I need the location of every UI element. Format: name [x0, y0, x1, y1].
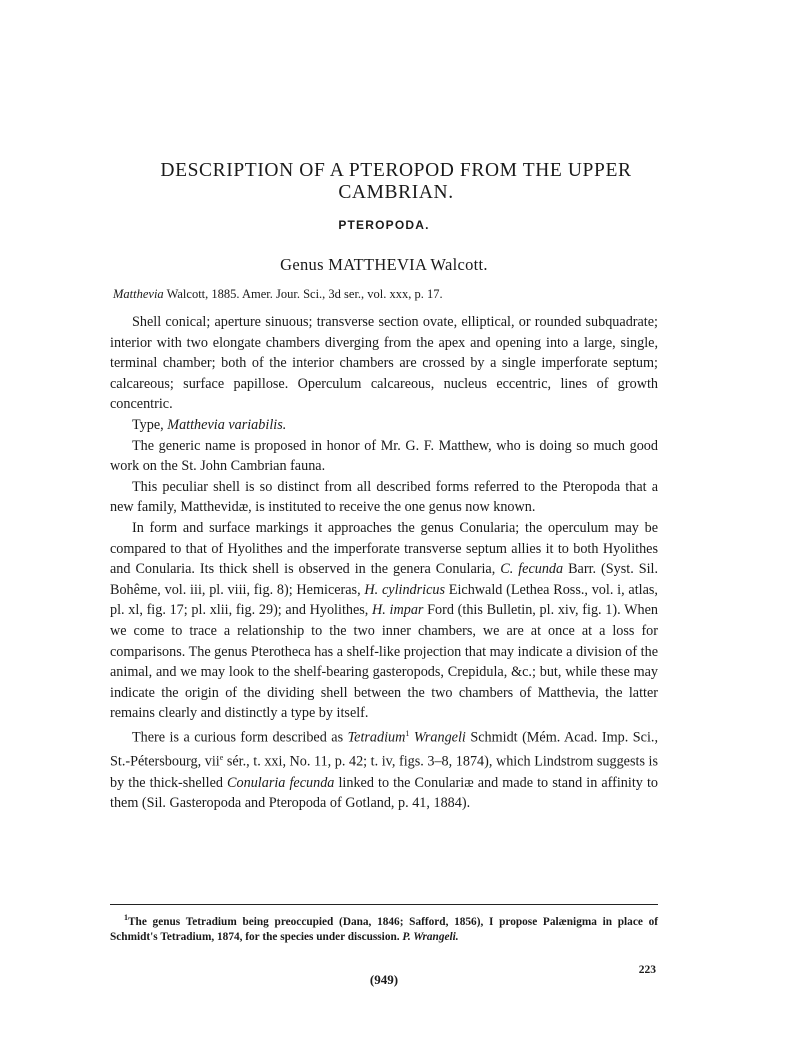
paragraph-description: Shell conical; aperture sinuous; transverse section ovate, elliptical, or rounded subquadrate; interior with two elongate chambers diverging from the apex and opening into a large, single, terminal chamber; both of the interior chambers are crossed by a single imperforate septum; calcareous; surface papillose. Operculum calcareous, nucleus eccentric, lines of growth concentric. — [110, 314, 658, 413]
footnote-divider — [110, 904, 658, 905]
paragraph-name: The generic name is proposed in honor of Mr. G. F. Matthew, who is doing so much good work on the St. John Cambrian fauna. — [110, 437, 658, 475]
type-species: Matthevia variabilis. — [167, 416, 287, 433]
genus-citation — [113, 287, 661, 302]
citation-genus: Matthevia — [113, 287, 164, 301]
title-line-1: DESCRIPTION OF A PTEROPOD FROM THE UPPER — [160, 160, 632, 181]
paragraph-family: This peculiar shell is so distinct from all described forms referred to the Pteropoda that a new family, Matthevidæ, is instituted to receive the one genus now known. — [110, 478, 658, 516]
footnote: $^1$The genus Tetradium being preoccupied (Dana, 1846; Safford, 1856), I propose Palænigma in place of Schmidt's Tetradium, 1874, for the species under discussion. P. Wrangeli. — [110, 913, 658, 943]
footnote-marker: 1 — [405, 728, 410, 738]
title-line-2: CAMBRIAN. — [338, 182, 454, 203]
body-text — [110, 312, 658, 814]
paragraph-type: Type, Matthevia variabilis. — [132, 416, 287, 433]
page — [110, 0, 658, 1050]
page-number: (949) — [369, 972, 399, 987]
citation-text: Walcott, 1885. Amer. Jour. Sci., 3d ser., vol. xxx, p. 17. — [163, 287, 443, 301]
genus-heading: Genus MATTHEVIA Walcott. — [280, 255, 488, 274]
paragraph-tetradium: There is a curious form described as Tetradium$^1$ Wrangeli Schmidt (Mém. Acad. Imp. Sci., St.-Pétersbourg, vii$^e$ sér., t. xxi, No. 11, p. 42; t. iv, figs. 3–8, 1874), which Lindstrom suggests is by the thick-shelled Conularia fecunda linked to the Conulariæ and made to stand in affinity to them (Sil. Gasteropoda and Pteropoda of Gotland, p. 41, 1884). — [110, 728, 658, 812]
signature-number: 223 — [638, 964, 656, 976]
paragraph-comparison: In form and surface markings it approaches the genus Conularia; the operculum may be compared to that of Hyolithes and the imperforate transverse septum allies it to both Hyolithes and Conularia. Its thick shell is observed in the genera Conularia, C. fecunda Barr. (Syst. Sil. Bohême, vol. iii, pl. viii, fig. 8); Hemiceras, H. cylindricus Eichwald (Lethea Ross., vol. i, atlas, pl. xl, fig. 17; pl. xlii, fig. 29); and Hyolithes, H. impar Ford (this Bulletin, pl. xiv, fig. 1). When we come to trace a relationship to the two inner chambers, we are at once at a loss for comparisons. The genus Pterotheca has a shelf-like projection that may indicate a division of the animal, and we may look to the shelf-bearing gasteropods, Crepidula, &c.; but, while these may indicate the origin of the dividing shell between the two chambers of Matthevia, the latter remains clearly and distinctly a type by itself. — [110, 519, 659, 722]
section-heading: PTEROPODA. — [338, 218, 430, 232]
paper-title — [132, 160, 660, 204]
